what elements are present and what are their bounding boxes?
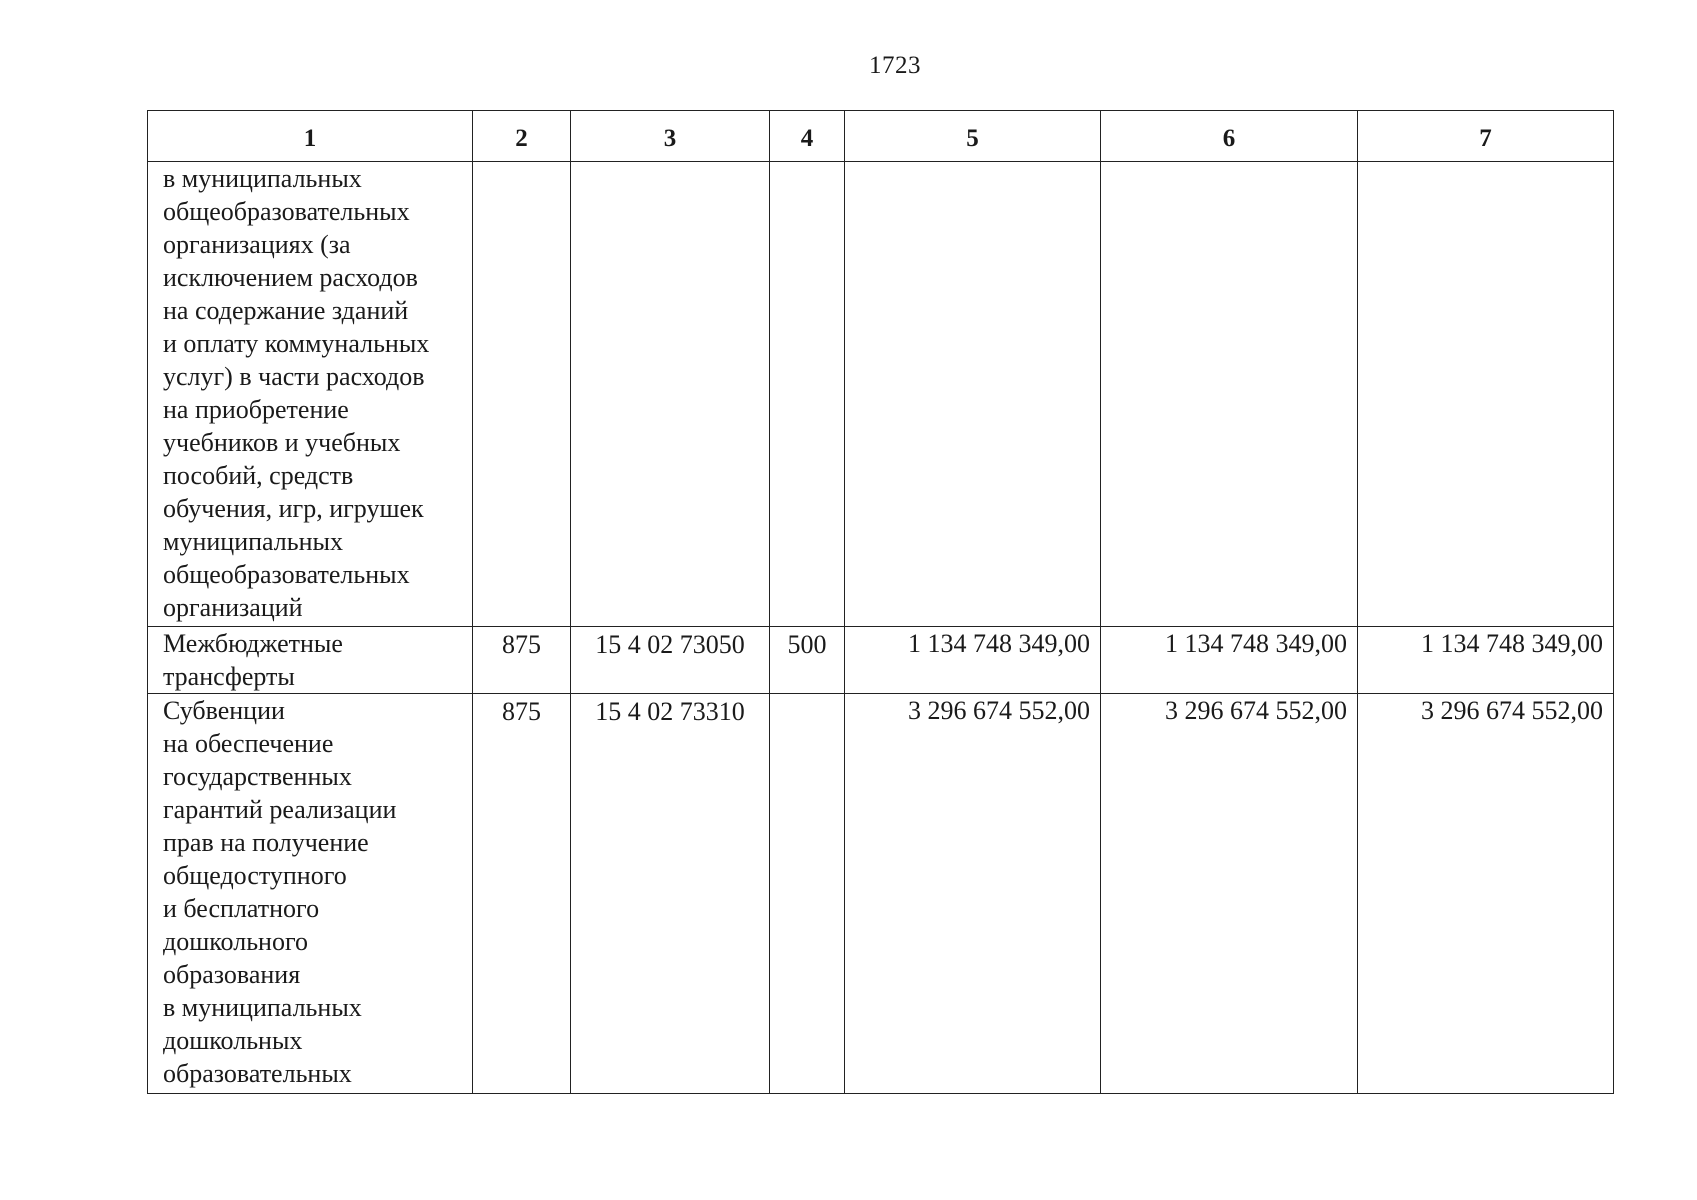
header-col-1: 1 [148, 111, 473, 162]
header-col-5: 5 [845, 111, 1101, 162]
target-article-cell: 15 4 02 73310 [571, 694, 770, 1094]
amount-col7-cell: 3 296 674 552,00 [1358, 694, 1614, 1094]
table-row [148, 694, 1614, 1094]
admin-code-cell: 875 [473, 694, 571, 1094]
expense-type-cell [770, 162, 845, 627]
amount-col5-cell [845, 162, 1101, 627]
admin-code-cell: 875 [473, 627, 571, 694]
table-row [148, 627, 1614, 694]
amount-col5-cell: 3 296 674 552,00 [845, 694, 1101, 1094]
amount-col6-cell: 3 296 674 552,00 [1101, 694, 1358, 1094]
amount-col5-cell: 1 134 748 349,00 [845, 627, 1101, 694]
amount-col6-cell: 1 134 748 349,00 [1101, 627, 1358, 694]
header-col-4: 4 [770, 111, 845, 162]
header-col-6: 6 [1101, 111, 1358, 162]
admin-code-cell [473, 162, 571, 627]
target-article-cell [571, 162, 770, 627]
amount-col6-cell [1101, 162, 1358, 627]
header-col-7: 7 [1358, 111, 1614, 162]
header-col-2: 2 [473, 111, 571, 162]
header-row [148, 111, 1614, 162]
expense-type-cell [770, 694, 845, 1094]
target-article-cell: 15 4 02 73050 [571, 627, 770, 694]
expense-type-cell: 500 [770, 627, 845, 694]
row-name-cell: Межбюджетные трансферты [148, 627, 473, 694]
row-name-cell: в муниципальных общеобразовательных организациях (за исключением расходов на содержание зданий и оплату коммунальных услуг) в части расходов на приобретение учебников и учебных пособий, средств обучения, игр, игрушек муниципальных общеобразовательных организаций [148, 162, 473, 627]
amount-col7-cell: 1 134 748 349,00 [1358, 627, 1614, 694]
budget-table [147, 110, 1614, 1094]
row-name-cell: Субвенции на обеспечение государственных гарантий реализации прав на получение общедоступного и бесплатного дошкольного образования в муниципальных дошкольных образовательных [148, 694, 473, 1094]
header-col-3: 3 [571, 111, 770, 162]
page-number: 1723 [869, 52, 921, 79]
table-row [148, 162, 1614, 627]
amount-col7-cell [1358, 162, 1614, 627]
